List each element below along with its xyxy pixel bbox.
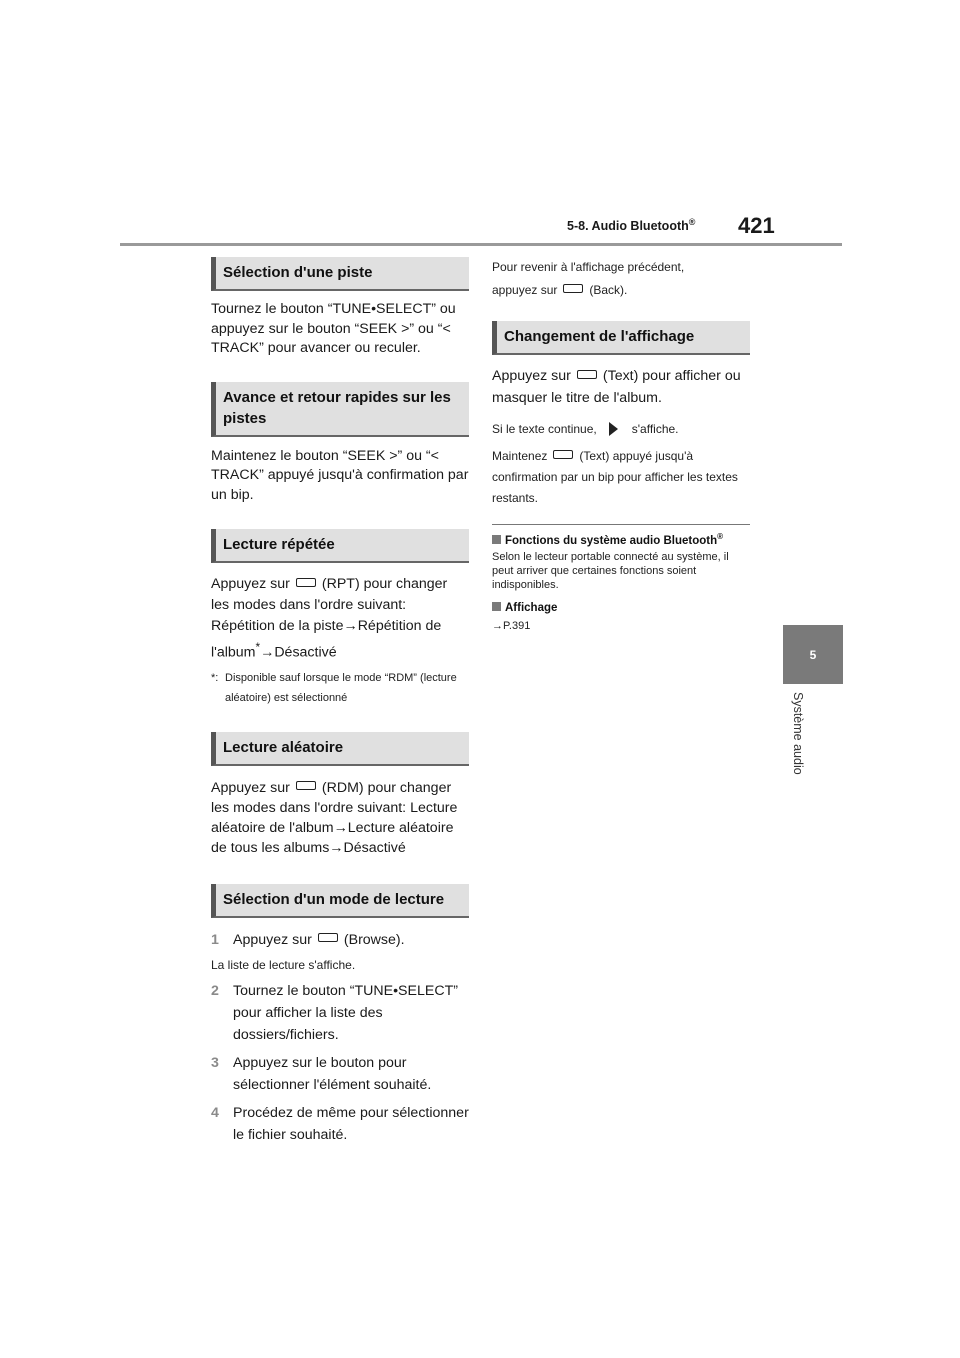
section-title-play-mode: Sélection d'un mode de lecture — [211, 884, 469, 918]
header-rule — [120, 243, 842, 246]
sub-rule — [492, 524, 750, 525]
repeat-footnote: *: Disponible sauf lorsque le mode “RDM” (lecture aléatoire) est sélectionné — [211, 671, 457, 704]
scroll-arrow-icon — [609, 422, 618, 436]
right-column — [492, 257, 750, 636]
rdm-button-icon — [296, 781, 316, 790]
section-title-repeat: Lecture répétée — [211, 529, 469, 563]
back-text-line1: Pour revenir à l'affichage précédent, — [492, 260, 685, 274]
repeat-text: Appuyez sur (RPT) pour changer les modes dans l'ordre suivant: Répétition de la piste→Répétition de l'album*→Désactivé — [211, 576, 448, 661]
fast-forward-text: Maintenez le bouton “SEEK >” ou “< TRACK” appuyé jusqu'à confirmation par un bip. — [211, 447, 469, 503]
section-title-display: Changement de l'affichage — [492, 321, 750, 355]
square-bullet-icon-2 — [492, 602, 501, 611]
sub-title-display: Affichage — [492, 602, 750, 614]
section-title-track-select: Sélection d'une piste — [211, 257, 469, 291]
text-button-icon-2 — [553, 450, 573, 459]
track-select-text: Tournez le bouton “TUNE•SELECT” ou appuyez sur le bouton “SEEK >” ou “< TRACK” pour avancer ou reculer. — [211, 301, 456, 356]
page-reference-link[interactable]: →P.391 — [492, 619, 531, 632]
sub-title-bt-functions: Fonctions du système audio Bluetooth® — [492, 532, 750, 547]
section-heading: 5-8. Audio Bluetooth® — [567, 217, 696, 234]
display-note-1: Si le texte continue, s'affiche. — [492, 422, 679, 436]
step-1: 1 Appuyez sur (Browse). — [211, 931, 405, 948]
chapter-label: Système audio — [791, 692, 805, 775]
back-text-line2: appuyez sur (Back). — [492, 283, 628, 297]
left-column — [211, 257, 469, 1146]
rpt-button-icon — [296, 578, 316, 587]
step-1-note: La liste de lecture s'affiche. — [211, 957, 356, 972]
display-note-2: Maintenez (Text) appuyé jusqu'à confirmation par un bip pour afficher les textes restants. — [492, 449, 738, 505]
random-text: Appuyez sur (RDM) pour changer les modes dans l'ordre suivant: Lecture aléatoire de l'album→Lecture aléatoire de tous les albums→Désactivé — [211, 779, 458, 856]
step-3: 3 Appuyez sur le bouton pour sélectionner l'élément souhaité. — [211, 1054, 432, 1093]
step-4: 4 Procédez de même pour sélectionner le fichier souhaité. — [211, 1104, 469, 1143]
square-bullet-icon — [492, 535, 501, 544]
bt-functions-text: Selon le lecteur portable connecté au système, il peut arriver que certaines fonctions soient indisponibles. — [492, 550, 729, 591]
display-text: Appuyez sur (Text) pour afficher ou masquer le titre de l'album. — [492, 368, 741, 406]
back-button-icon — [563, 284, 583, 293]
chapter-tab: 5 — [783, 625, 843, 684]
browse-button-icon — [318, 933, 338, 942]
text-button-icon — [577, 370, 597, 379]
section-title-random: Lecture aléatoire — [211, 732, 469, 766]
page-number: 421 — [738, 213, 775, 238]
step-2: 2 Tournez le bouton “TUNE•SELECT” pour afficher la liste des dossiers/fichiers. — [211, 982, 458, 1043]
section-title-fast-forward: Avance et retour rapides sur les pistes — [211, 382, 469, 437]
